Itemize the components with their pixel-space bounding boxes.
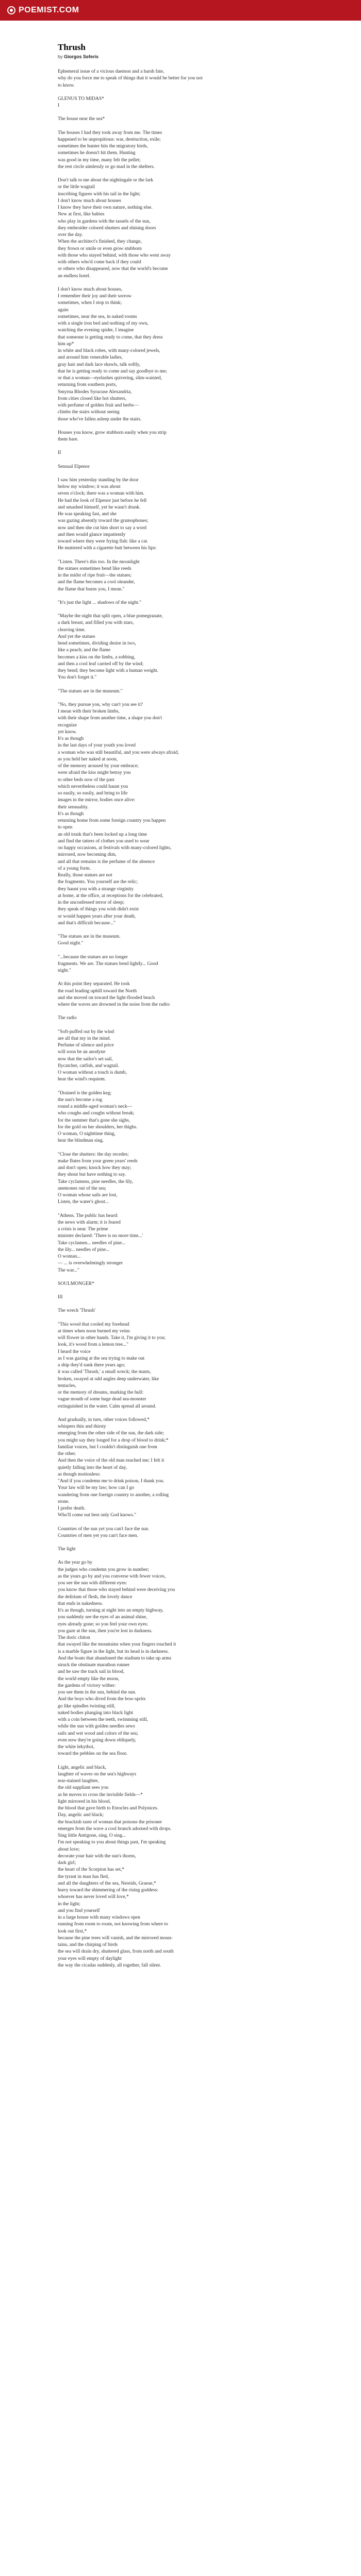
poem-line: Take cyclamens, pine needles, the lily, bbox=[58, 1179, 133, 1184]
poem-line: to open bbox=[58, 825, 73, 831]
poem-line: that swayed like the mountains when your fingers touched it bbox=[58, 1642, 176, 1648]
poem-line: so easily, so easily, and bring to life bbox=[58, 791, 128, 796]
poem-line: the road leading uphill toward the North bbox=[58, 988, 137, 994]
poem-line: or others who disappeared, now that the world's become bbox=[58, 266, 168, 272]
poem-line: seven o'clock; there was a woman with him. bbox=[58, 491, 144, 497]
poem-line: "It's just the light ... shadows of the night." bbox=[58, 600, 141, 605]
poem-line: Ephemeral issue of a vicious daemon and a harsh fate, bbox=[58, 69, 165, 74]
poem-line: cleaving time. bbox=[58, 627, 86, 633]
poem-stanza bbox=[58, 450, 299, 456]
poem-line: about love; bbox=[58, 1846, 80, 1852]
poem-line: The radio bbox=[58, 1015, 77, 1021]
poem-stanza bbox=[58, 430, 299, 444]
poem-line: I saw him yesterday standing by the door bbox=[58, 477, 139, 483]
poem-stanza bbox=[58, 1281, 299, 1287]
poem-line: hear the wind's requiem. bbox=[58, 1077, 106, 1082]
poem-stanza bbox=[58, 69, 299, 89]
poem-line: I prefer death. bbox=[58, 1506, 86, 1511]
poem-line: the tyrant in man has fled, bbox=[58, 1874, 109, 1879]
poem-line: emerging from the other side of the sun, the dark side; bbox=[58, 1431, 164, 1436]
poem-line: climbs the stairs without seeing bbox=[58, 410, 120, 415]
poem-line: It's as though bbox=[58, 736, 84, 741]
poem-line: hear the blindman sing. bbox=[58, 1138, 104, 1144]
poem-stanza bbox=[58, 1015, 299, 1022]
poem-line: Countries of the sun yet you can't face the sun. bbox=[58, 1526, 150, 1532]
poem-container bbox=[0, 21, 361, 2576]
poem-line: as though motionless: bbox=[58, 1471, 101, 1477]
poem-line: eyes already gone; so you feel your own eyes: bbox=[58, 1621, 149, 1627]
poem-line: I know they have their own nature, nothing else. bbox=[58, 205, 153, 210]
poem-line: you gaze at the sun, then you're lost in darkness. bbox=[58, 1628, 153, 1634]
poem-line: Really, those statues are not bbox=[58, 873, 112, 878]
poem-line: with perfume of golden fruit and herbs— bbox=[58, 403, 139, 408]
poem-line: those who've fallen asleep under the stairs. bbox=[58, 416, 142, 422]
poem-line: in a large house with many windows open bbox=[58, 1915, 140, 1920]
poem-stanza bbox=[58, 981, 299, 1008]
poem-line: "And if you condemn me to drink poison, I thank you. bbox=[58, 1479, 165, 1484]
poem-title: Thrush bbox=[58, 42, 86, 52]
poem-stanza bbox=[58, 116, 299, 123]
poem-line: the rest circle aimlessly or go mad in the shelters. bbox=[58, 164, 155, 170]
poem-byline bbox=[58, 54, 299, 59]
poem-line: I mean with their broken limbs, bbox=[58, 709, 120, 714]
poem-line: the lily... needles of pine... bbox=[58, 1247, 110, 1252]
poem-line: are all that my in the mind. bbox=[58, 1036, 111, 1041]
poem-line: The houses I had they took away from me. The times bbox=[58, 130, 162, 135]
poem-line: It's as though, turning at night into an empty highway, bbox=[58, 1608, 164, 1613]
poem-line: the other. bbox=[58, 1451, 76, 1456]
poem-line: O woman... bbox=[58, 1254, 81, 1259]
poem-line: will flower in other hands. Take it, I'm giving it to you; bbox=[58, 1335, 166, 1341]
poem-line: and she moved on toward the light-flooded beach bbox=[58, 995, 155, 1001]
poem-line: who play in gardens with the tassels of the sun, bbox=[58, 218, 151, 224]
poem-line: vague mouth of some huge dead sea-monster bbox=[58, 1397, 146, 1402]
poem-line: laughter of waves on the sea's highways bbox=[58, 1771, 137, 1777]
poem-line: in white and black robes, with many-colored jewels, bbox=[58, 348, 160, 353]
poem-line: decorate your hair with the sun's thorns, bbox=[58, 1853, 136, 1859]
poem-line: a dark breast, and filled you with stars, bbox=[58, 620, 134, 626]
poem-stanza bbox=[58, 1546, 299, 1553]
poem-line: at home, at the office, at receptions for the celebrated, bbox=[58, 893, 163, 899]
poem-line: in the light; bbox=[58, 1901, 80, 1907]
poem-line: as the years go by and you converse with fewer voices, bbox=[58, 1573, 166, 1579]
poem-line: the sun's become a rug bbox=[58, 1097, 103, 1103]
poem-line: "Soft-puffed out by the wind bbox=[58, 1029, 114, 1035]
poem-line: with a single iron bed and nothing of my own, bbox=[58, 321, 149, 326]
poem-line: and the flame becomes a cool oleander, bbox=[58, 580, 135, 585]
poem-line: Listen, the water's ghost... bbox=[58, 1199, 109, 1205]
poem-line: fragments. We are. The statues bend lightly... Good bbox=[58, 961, 158, 967]
poem-line: of the memory aroused by your embrace; bbox=[58, 764, 139, 769]
poem-line: their sensuality. bbox=[58, 804, 89, 810]
poem-stanza bbox=[58, 1321, 299, 1410]
poem-stanza bbox=[58, 96, 299, 110]
poem-line: the judges who condemn you grow in number; bbox=[58, 1567, 150, 1572]
poem-line: or the memory of dreams, marking the hull: bbox=[58, 1390, 144, 1395]
poem-line: struck the obstinate marathon runner bbox=[58, 1663, 130, 1668]
poem-line: for the gold on her shoulders, her thighs. bbox=[58, 1124, 138, 1130]
poem-line: look, it's wood from a lemon tree..." bbox=[58, 1342, 128, 1348]
poem-line: SOULMONGER* bbox=[58, 1281, 94, 1286]
poem-line: him up* bbox=[58, 341, 74, 347]
poem-line: The wreck 'Thrush' bbox=[58, 1308, 96, 1314]
poem-body bbox=[58, 69, 299, 1969]
poem-line: now that the sailor's set sail, bbox=[58, 1056, 113, 1062]
poem-line: The light bbox=[58, 1547, 76, 1552]
poem-line: you know that those who stayed behind were deceiving you bbox=[58, 1587, 175, 1593]
poem-line: light mirrored in his blood, bbox=[58, 1799, 111, 1804]
poem-line: make flutes from your green years' reeds bbox=[58, 1158, 138, 1164]
poem-line: and you find yourself bbox=[58, 1908, 100, 1913]
poem-line: with their shape from another time, a shape you don't bbox=[58, 716, 162, 721]
poem-line: He was speaking fast, and she bbox=[58, 512, 117, 517]
poem-line: broken, swayed at odd angles deep underwater, like bbox=[58, 1376, 159, 1382]
poem-line: the delirium of flesh, the lovely dance bbox=[58, 1594, 133, 1600]
poem-stanza bbox=[58, 1308, 299, 1314]
poem-line: the fragments. You yourself are the relic; bbox=[58, 879, 138, 885]
poem-line: Day, angelic and black; bbox=[58, 1812, 104, 1818]
poem-line: the flame that burns you, I mean." bbox=[58, 586, 125, 592]
poem-line: like a peach; and the flame bbox=[58, 648, 111, 653]
poem-line: He had the look of Elpenor just before he fell bbox=[58, 498, 147, 503]
poem-stanza bbox=[58, 1029, 299, 1083]
poem-line: He muttered with a cigarette butt between his lips: bbox=[58, 546, 157, 551]
poem-line: "The statues are in the museum." bbox=[58, 688, 123, 694]
poem-line: Light, angelic and black, bbox=[58, 1765, 107, 1770]
poem-line: to know. bbox=[58, 82, 75, 88]
poem-line: was gazing absently toward the gramophones; bbox=[58, 518, 149, 524]
poem-line: recognize bbox=[58, 722, 77, 728]
poem-line: "Athens. The public has heard: bbox=[58, 1213, 119, 1218]
poem-stanza bbox=[58, 464, 299, 470]
poem-line: gray hair and dark lace shawls, talk softly, bbox=[58, 362, 141, 367]
poem-line: with others who'd come back if they could bbox=[58, 260, 141, 265]
poem-line: you see the sun with different eyes: bbox=[58, 1581, 127, 1586]
poem-stanza bbox=[58, 559, 299, 593]
poem-line: go like spindles twisting still, bbox=[58, 1703, 116, 1709]
poem-line: returning from southern ports, bbox=[58, 382, 117, 388]
poem-line: mirrored, now becoming dim, bbox=[58, 852, 117, 858]
byline-prefix: by bbox=[58, 54, 63, 59]
poem-line: Your law will be my law; how can I go bbox=[58, 1485, 135, 1491]
poem-stanza bbox=[58, 286, 299, 423]
poem-line: an endless hotel. bbox=[58, 273, 91, 279]
poem-line: tear-stained laughter, bbox=[58, 1778, 99, 1784]
poem-line: III bbox=[58, 1295, 63, 1300]
poem-line: as I was gazing at the sea trying to make out bbox=[58, 1355, 145, 1361]
poem-line: flycatcher, catfish, and wagtail. bbox=[58, 1063, 119, 1069]
poem-line: they speak of things you wish didn't exist bbox=[58, 907, 139, 912]
poem-line: it was called 'Thrush,' a small wreck; the masts, bbox=[58, 1369, 151, 1375]
poem-line: And gradually, in turn, other voices followed,* bbox=[58, 1417, 150, 1422]
poem-stanza bbox=[58, 1417, 299, 1519]
poem-line: that he is getting ready to come and say goodbye to me; bbox=[58, 368, 167, 374]
poem-line: night." bbox=[58, 968, 71, 973]
poem-line: images in the mirror, bodies once alive: bbox=[58, 798, 136, 803]
poem-stanza bbox=[58, 1151, 299, 1206]
poem-line: again bbox=[58, 307, 69, 313]
poem-line: that ends in nakedness. bbox=[58, 1601, 103, 1606]
poem-line: now and then she cut him short to say a word bbox=[58, 525, 147, 531]
poem-line: "Close the shutters: the day recedes; bbox=[58, 1151, 129, 1157]
poem-line: the statues sometimes bend like reeds bbox=[58, 566, 132, 571]
poem-line: while the sun with golden needles sews bbox=[58, 1724, 135, 1730]
poem-line: tains, and the chirping of birds bbox=[58, 1942, 118, 1947]
poem-line: extinguished in the water. Calm spread all around. bbox=[58, 1403, 156, 1409]
poem-line: you might say they longed for a drop of blood to drink;* bbox=[58, 1437, 169, 1443]
poem-line: inscribing figures with his tail in the light; bbox=[58, 191, 141, 197]
poem-stanza bbox=[58, 1560, 299, 1757]
poem-line: and don't open; knock how they may; bbox=[58, 1165, 132, 1171]
poem-line: and that's difficult because..." bbox=[58, 920, 116, 926]
poem-line: As the year go by bbox=[58, 1560, 93, 1566]
poem-line: and then a cool leaf carried off by the wind; bbox=[58, 661, 144, 667]
poem-line: I don't know much about houses, bbox=[58, 286, 123, 292]
poem-stanza bbox=[58, 1294, 299, 1301]
poem-line: you suddenly see the eyes of an animal shine, bbox=[58, 1615, 147, 1620]
poem-line: the way the cicadas suddenly, all together, fall silent. bbox=[58, 1962, 161, 1968]
poem-line: I don't know much about houses bbox=[58, 198, 121, 204]
poem-line: where the waves are drowned in the noise from the radio: bbox=[58, 1002, 171, 1007]
poem-line: Don't talk to me about the nightingale or the lark bbox=[58, 178, 154, 183]
poem-line: they bend; they become light with a human weight. bbox=[58, 668, 158, 673]
poem-line: and all that remains is the perfume of the absence bbox=[58, 859, 155, 865]
poem-line: at times when noon burned my veins bbox=[58, 1328, 130, 1334]
poem-line: happened to be unpropitious: war, destruction, exile; bbox=[58, 137, 161, 142]
poem-line: stone. bbox=[58, 1499, 70, 1504]
poem-line: the gardens of victory wither: bbox=[58, 1683, 116, 1688]
poem-line: naked bodies plunging into black light bbox=[58, 1710, 133, 1716]
poem-line: toward the pebbles on the sea floor. bbox=[58, 1751, 127, 1757]
poem-line: with a coin between the teeth, swimming still, bbox=[58, 1717, 148, 1722]
poem-stanza bbox=[58, 477, 299, 552]
poem-line: on happy occasions, at festivals with many-colored lights, bbox=[58, 845, 172, 851]
poem-line: they frown or smile or even grow stubborn bbox=[58, 246, 142, 251]
poem-line: and he saw the track sail in blood, bbox=[58, 1669, 125, 1675]
site-header bbox=[0, 0, 361, 21]
poem-line: them bare. bbox=[58, 437, 79, 442]
poem-line: I bbox=[58, 103, 60, 108]
poem-stanza bbox=[58, 600, 299, 606]
poem-line: sometimes, near the sea, in naked rooms bbox=[58, 314, 137, 319]
poem-line: The war..." bbox=[58, 1267, 79, 1273]
poem-line: minister declared: 'There is no more time...' bbox=[58, 1233, 143, 1239]
poem-line: below my window; it was about bbox=[58, 484, 121, 489]
poem-line: And yet the statues bbox=[58, 634, 95, 639]
poem-line: GLENUS TO MIDAS* bbox=[58, 96, 104, 101]
poem-line: dark girl; bbox=[58, 1860, 76, 1866]
poem-line: sometimes the hunter hits the migratory birds, bbox=[58, 144, 148, 149]
poem-line: When the architect's finished, they change, bbox=[58, 239, 142, 245]
poem-line: was good in my time, many felt the pellet; bbox=[58, 157, 141, 163]
poem-line: will soon be an anodyne bbox=[58, 1049, 106, 1055]
poem-line: I'm not speaking to you about things past, I'm speaking bbox=[58, 1840, 166, 1845]
poem-line: "Drained is the golden keg; bbox=[58, 1090, 112, 1096]
poem-line: the sea will drain dry, shattered glass, from north and south bbox=[58, 1949, 174, 1955]
poem-line: "This wood that cooled my forehead bbox=[58, 1321, 129, 1327]
poem-line: At this point they separated. He took bbox=[58, 981, 130, 987]
poem-line: Sing little Antigone, sing, O sing... bbox=[58, 1833, 126, 1838]
poem-line: "The statues are in the museum. bbox=[58, 934, 121, 939]
poem-line: the brackish taste of woman that poisons the prisoner bbox=[58, 1819, 162, 1825]
poem-line: to other beds now of the past bbox=[58, 777, 114, 783]
poem-line: I remember their joy and their sorrow bbox=[58, 294, 132, 299]
poem-line: It's as though bbox=[58, 811, 84, 817]
poem-line: the news with alarm; it is feared bbox=[58, 1219, 121, 1225]
poem-line: who coughs and coughs without break; bbox=[58, 1111, 135, 1116]
poem-line: Perfume of silence and price bbox=[58, 1043, 114, 1048]
poem-line: even now they're going down obliquely, bbox=[58, 1737, 137, 1743]
poem-line: why do you force me to speak of things that it would be better for you not bbox=[58, 76, 203, 81]
poem-line: yet know. bbox=[58, 729, 77, 735]
poem-line: your eyes will empty of daylight bbox=[58, 1956, 122, 1961]
poem-line: or would happen years after your death, bbox=[58, 913, 136, 919]
poem-line: round a middle-aged woman's neck— bbox=[58, 1104, 133, 1109]
logo-icon[interactable] bbox=[7, 6, 15, 14]
poem-line: the blood that gave birth to Eteocles and Polynices. bbox=[58, 1806, 158, 1811]
poem-line: And then the voice of the old man reached me; I felt it bbox=[58, 1458, 165, 1464]
poem-line: the old suppliant sees you bbox=[58, 1785, 109, 1791]
poem-line: the heart of the Scorpion has set,* bbox=[58, 1867, 125, 1873]
poem-line: a ship they'd sunk there years ago; bbox=[58, 1363, 125, 1368]
poem-line: and around him venerable ladies, bbox=[58, 355, 123, 361]
poem-line: in the last days of your youth you loved bbox=[58, 743, 136, 749]
poem-stanza bbox=[58, 954, 299, 975]
poem-line: as he moves to cross the invisible fields—* bbox=[58, 1792, 143, 1798]
poem-line: they haunt you with a strange virginity bbox=[58, 886, 134, 892]
poem-line: Houses you know, grow stubborn easily when you strip bbox=[58, 430, 167, 435]
poem-line: the white lekythoi, bbox=[58, 1744, 94, 1750]
poem-line: hurry toward the shimmering of the rising goddess: bbox=[58, 1888, 158, 1893]
poem-stanza bbox=[58, 688, 299, 695]
poem-line: O woman whose sails are lost, bbox=[58, 1193, 118, 1198]
poem-line: were afraid the kiss might betray you bbox=[58, 770, 131, 776]
poem-line: returning home from some foreign country you happen bbox=[58, 818, 166, 823]
poem-line: II bbox=[58, 450, 61, 456]
poem-line: Who'll come out best only God knows." bbox=[58, 1513, 137, 1518]
author-link[interactable]: Giorgos Seferis bbox=[64, 54, 99, 59]
poem-line: "Listen. There's this too. In the moonlight bbox=[58, 559, 140, 565]
poem-line: and all the daughters of the sea, Nereids, Graeae,* bbox=[58, 1880, 156, 1886]
poem-stanza bbox=[58, 702, 299, 927]
poem-line: a woman who was still beautiful, and you were always afraid, bbox=[58, 750, 179, 755]
poem-stanza bbox=[58, 177, 299, 280]
poem-line: over the day. bbox=[58, 232, 83, 238]
poem-stanza bbox=[58, 1765, 299, 1970]
poem-line: — ... is overwhelmingly stronger bbox=[58, 1261, 123, 1266]
poem-line: Countries of men yet you can't face men. bbox=[58, 1533, 138, 1538]
poem-line: in the unconfessed terror of sleep; bbox=[58, 900, 124, 905]
poem-stanza bbox=[58, 1213, 299, 1274]
poem-line: "No, they pursue you, why can't you see it? bbox=[58, 702, 143, 707]
poem-line: "Maybe the night that split open, a blue pomegranate, bbox=[58, 614, 163, 619]
poem-line: or that a woman—eyelashes quivering, slim-waisted, bbox=[58, 376, 162, 381]
poem-line: The doric chiton bbox=[58, 1635, 90, 1640]
poem-line: And the boats that abandoned the stadium to take up arms bbox=[58, 1655, 172, 1661]
poem-stanza bbox=[58, 1526, 299, 1540]
poem-line: becomes a kiss on the limbs, a sobbing, bbox=[58, 654, 136, 660]
poem-line: as you held her naked at noon, bbox=[58, 756, 118, 762]
poem-line: O woman without a touch is dumb, bbox=[58, 1070, 127, 1075]
poem-line: in the midst of ripe fruit—the statues; bbox=[58, 573, 132, 578]
poem-line: whispers thin and thirsty bbox=[58, 1424, 106, 1429]
poem-line: "...because the statues are no longer bbox=[58, 954, 128, 960]
poem-line: they embroider colored shutters and shining doors bbox=[58, 225, 156, 231]
poem-line: And the boys who dived from the bow-sprits bbox=[58, 1697, 146, 1702]
poem-line: sometimes, when I stop to think; bbox=[58, 300, 122, 306]
poem-line: the world empty like the moon, bbox=[58, 1676, 120, 1682]
poem-line: The house near the sea* bbox=[58, 116, 105, 122]
poem-line: they shout but have nothing to say. bbox=[58, 1172, 126, 1178]
poem-stanza bbox=[58, 613, 299, 682]
poem-line: sometimes he doesn't hit them. Hunting bbox=[58, 150, 136, 156]
poem-line: O woman, O nighttime thing, bbox=[58, 1131, 116, 1137]
site-logo[interactable]: POEMIST.COM bbox=[19, 6, 79, 14]
poem-line: quietly falling into the heart of day, bbox=[58, 1465, 127, 1470]
poem-line: and find the tatters of clothes you used to wear bbox=[58, 838, 150, 844]
poem-line: Take cyclamen... needles of pine... bbox=[58, 1240, 126, 1246]
poem-line: emerges from the wave a cool branch adorned with drops. bbox=[58, 1826, 172, 1832]
poem-line: that someone is getting ready to come, that they dress bbox=[58, 334, 163, 340]
poem-line: You don't forget it." bbox=[58, 675, 97, 681]
poem-line: Sensual Elpenor bbox=[58, 464, 90, 469]
poem-line: from cities closed like hot shutters, bbox=[58, 396, 126, 401]
poem-line: you see them in the sun, behind the sun. bbox=[58, 1690, 136, 1695]
poem-line: tentacles, bbox=[58, 1383, 76, 1388]
poem-line: for the summer that's gone she sighs, bbox=[58, 1117, 130, 1123]
poem-line: a crisis is near. The prime bbox=[58, 1227, 108, 1232]
poem-line: running from room to room, not knowing from where to bbox=[58, 1922, 168, 1927]
poem-line: I heard the voice bbox=[58, 1349, 91, 1354]
poem-line: Good night." bbox=[58, 941, 84, 946]
poem-line: New at first, like babies bbox=[58, 212, 105, 217]
poem-line: because the pine trees will vanish, and the mirrored moun- bbox=[58, 1935, 173, 1941]
poem-line: bend sometimes, dividing desire in two, bbox=[58, 641, 136, 646]
poem-line: or the little wagtail bbox=[58, 184, 95, 190]
poem-line: and smashed himself, yet he wasn't drunk. bbox=[58, 504, 141, 510]
poem-line: toward where they were frying fish: like a cat. bbox=[58, 539, 149, 544]
poem-line: look out first,* bbox=[58, 1928, 87, 1934]
poem-stanza bbox=[58, 934, 299, 947]
poem-line: anemones out of the sea; bbox=[58, 1185, 106, 1191]
poem-line: and then would glance impatiently bbox=[58, 532, 126, 537]
poem-line: with those who stayed behind, with those who went away bbox=[58, 252, 171, 258]
poem-line: is a marble figure in the light, but its head is in darkness. bbox=[58, 1649, 169, 1654]
poem-line: sails and wet wood and colors of the sea; bbox=[58, 1731, 138, 1736]
poem-line: of a young form. bbox=[58, 866, 91, 871]
poem-line: whoever has never loved will love,* bbox=[58, 1894, 129, 1900]
poem-line: which nevertheless could haunt you bbox=[58, 784, 128, 789]
poem-stanza bbox=[58, 130, 299, 171]
poem-line: wandering from one foreign country to another, a rolling bbox=[58, 1492, 169, 1498]
poem-line: an old trunk that's been locked up a long time bbox=[58, 832, 147, 837]
poem-line: Smyrna Rhodes Syracuse Alexandria, bbox=[58, 389, 132, 395]
poem-line: watching the evening spider, I imagine bbox=[58, 328, 134, 333]
poem-line: familiar voices, but I couldn't distinguish one from bbox=[58, 1444, 157, 1450]
poem-stanza bbox=[58, 1090, 299, 1145]
